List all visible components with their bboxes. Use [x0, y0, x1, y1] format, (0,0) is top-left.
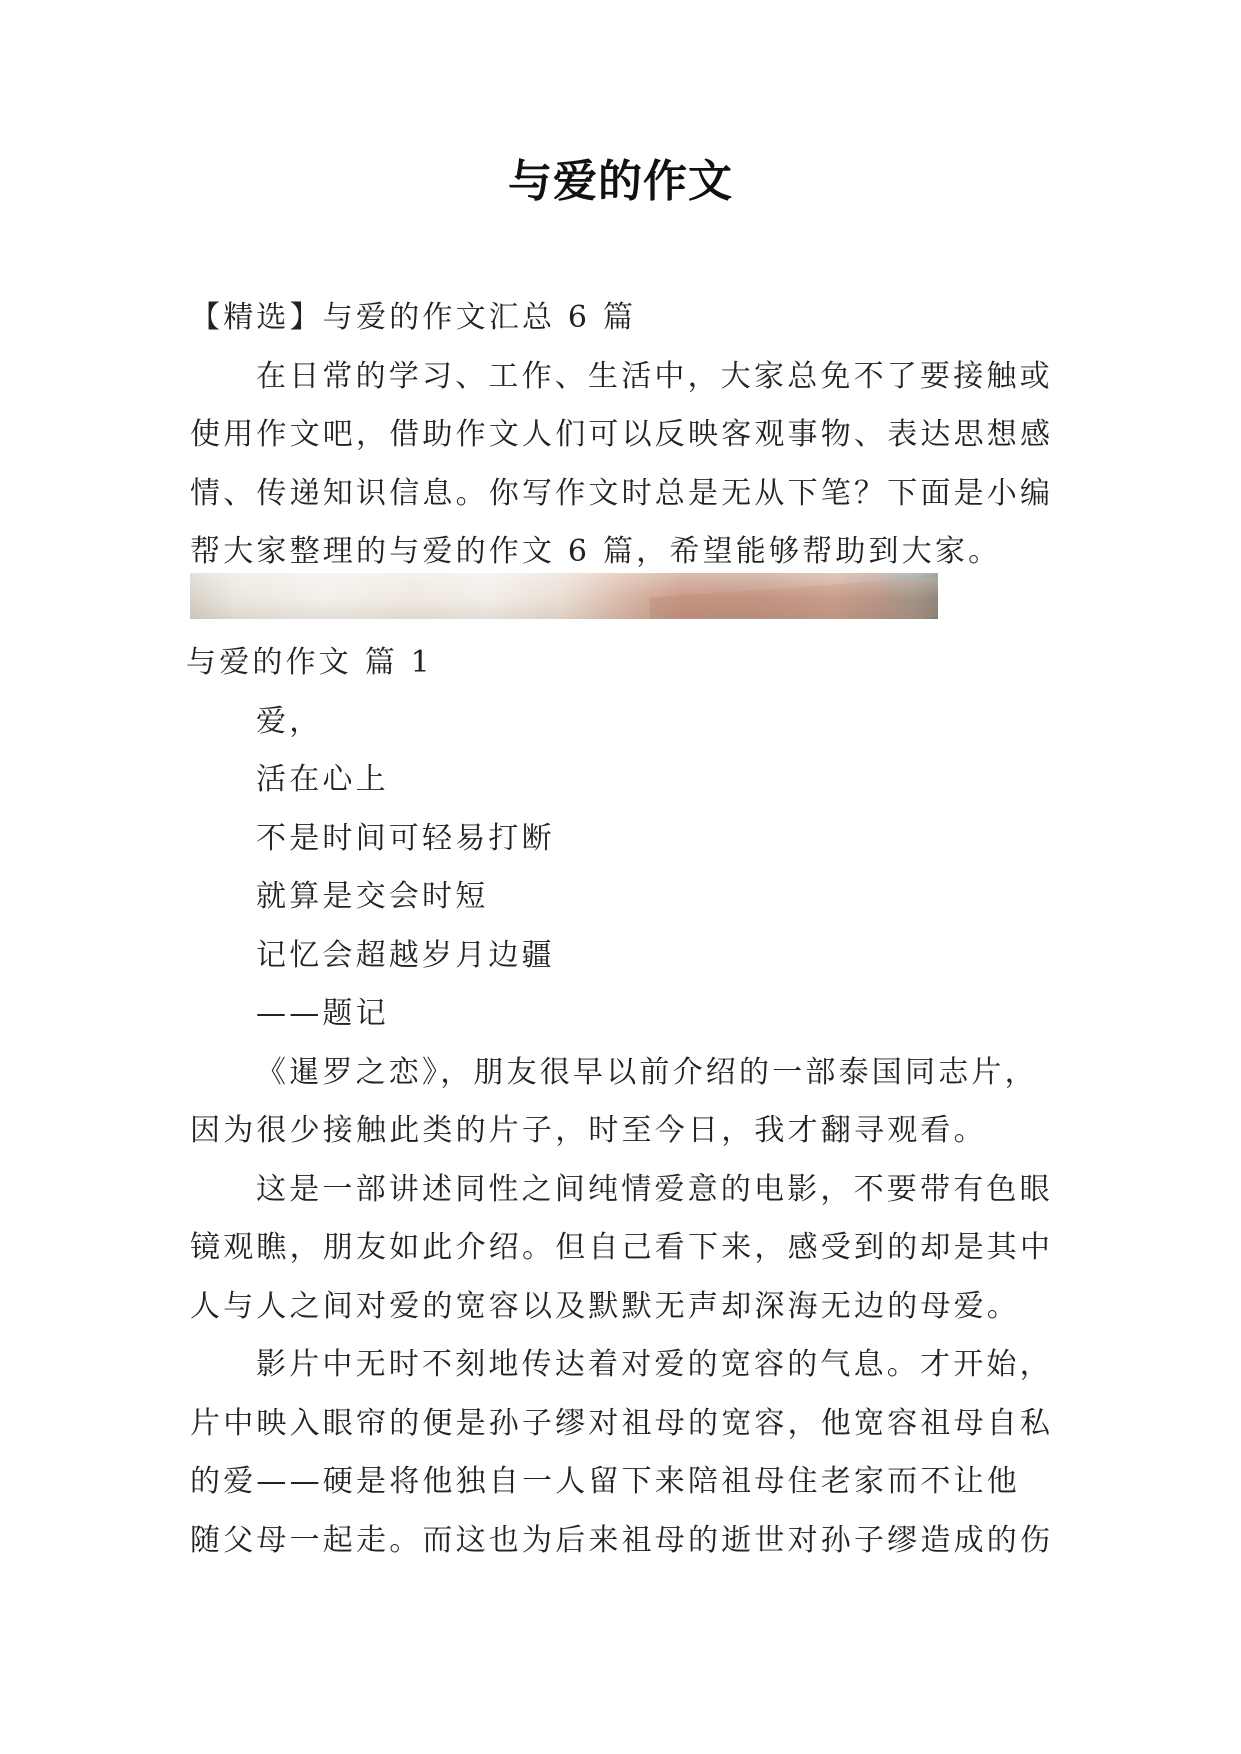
- paragraph-line: 片中映入眼帘的便是孙子缪对祖母的宽容，他宽容祖母自私: [190, 1405, 1054, 1441]
- paragraph-line: 镜观瞧，朋友如此介绍。但自己看下来，感受到的却是其中: [190, 1230, 1054, 1265]
- intro-section: [190, 289, 1060, 582]
- essay-heading: 与爱的作文 篇 1: [186, 645, 433, 680]
- paragraph-line: 因为很少接触此类的片子，时至今日，我才翻寻观看。: [190, 1113, 987, 1148]
- intro-line: 使用作文吧，借助作文人们可以反映客观事物、表达思想感: [190, 417, 1054, 452]
- page-title: 与爱的作文: [508, 156, 733, 207]
- poem-line: 就算是交会时短: [256, 879, 489, 914]
- banner-image: [190, 573, 938, 619]
- poem-line: 活在心上: [256, 762, 389, 797]
- poem-line: 爱，: [256, 703, 323, 739]
- paragraph-line: 这是一部讲述同性之间纯情爱意的电影，不要带有色眼: [256, 1171, 1053, 1207]
- intro-heading: 【精选】与爱的作文汇总 6 篇: [190, 300, 637, 335]
- paragraph-line: 随父母一起走。而这也为后来祖母的逝世对孙子缪造成的伤: [190, 1522, 1054, 1558]
- intro-line: 情、传递知识信息。你写作文时总是无从下笔？下面是小编: [190, 475, 1054, 511]
- paragraph-line: 的爱——硬是将他独自一人留下来陪祖母住老家而不让他: [190, 1464, 1020, 1499]
- paragraph-line: 人与人之间对爱的宽容以及默默无声却深海无边的母爱。: [190, 1288, 1020, 1324]
- paragraph-line: 《暹罗之恋》，朋友很早以前介绍的一部泰国同志片，: [256, 1054, 1038, 1090]
- poem-line: 记忆会超越岁月边疆: [256, 937, 555, 973]
- essay-1-section: [186, 634, 1070, 1570]
- paragraph-line: 影片中无时不刻地传达着对爱的宽容的气息。才开始，: [256, 1347, 1053, 1382]
- intro-line: 帮大家整理的与爱的作文 6 篇，希望能够帮助到大家。: [190, 534, 1002, 569]
- intro-line: 在日常的学习、工作、生活中，大家总免不了要接触或: [256, 358, 1053, 394]
- poem-line: 不是时间可轻易打断: [256, 820, 555, 856]
- banner-image-shade: [190, 573, 938, 619]
- poem-attribution: ——题记: [256, 996, 389, 1031]
